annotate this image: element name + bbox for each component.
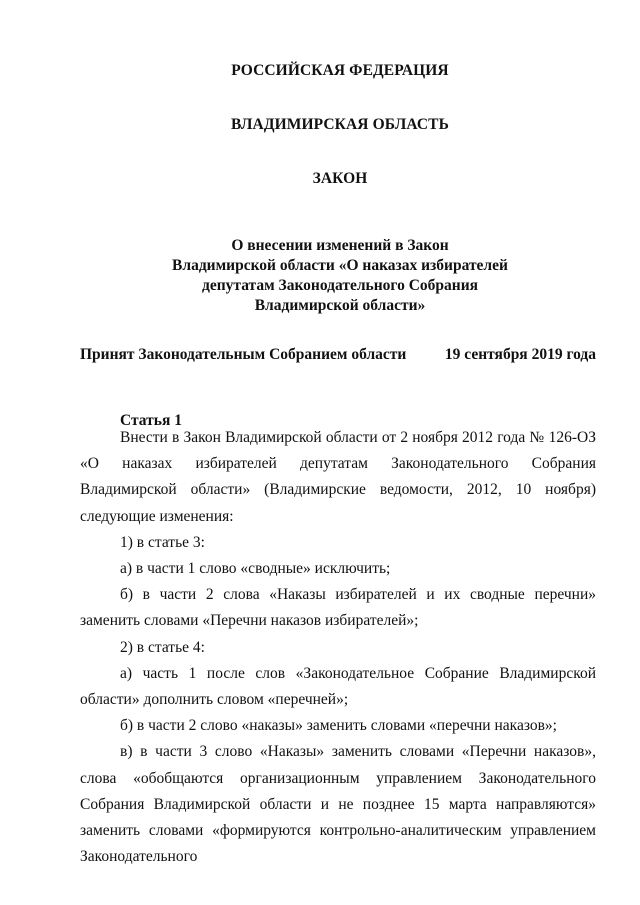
region-heading: ВЛАДИМИРСКАЯ ОБЛАСТЬ (231, 116, 449, 133)
article-paragraph: 2) в статье 4: (120, 638, 205, 656)
article-body (80, 425, 596, 870)
article-heading: Статья 1 (120, 412, 182, 429)
law-title-line: Владимирской области» (254, 297, 426, 314)
article-paragraph: в) в части 3 слово «Наказы» заменить словами «Перечни наказов», слова «обобщаются организационным управлением Законодательного Собрания Владимирской области и не позднее 15 марта направляются» заменить словами «формируются контрольно-аналитическим управлением Законодательного (80, 743, 596, 866)
law-title-line: О внесении изменений в Закон (231, 237, 449, 254)
document-type-heading: ЗАКОН (312, 170, 368, 187)
article-paragraph: 1) в статье 3: (120, 533, 205, 551)
country-heading: РОССИЙСКАЯ ФЕДЕРАЦИЯ (231, 62, 449, 79)
law-title (0, 236, 640, 316)
article-paragraph: а) часть 1 после слов «Законодательное Собрание Владимирской области» дополнить словом «перечней»; (80, 664, 596, 709)
law-title-line: депутатам Законодательного Собрания (201, 277, 479, 294)
article-paragraph: а) в части 1 слово «сводные» исключить; (120, 560, 391, 578)
adoption-line (80, 346, 596, 364)
article-paragraph: б) в части 2 слова «Наказы избирателей и их сводные перечни» заменить словами «Перечни наказов избирателей»; (80, 586, 596, 630)
law-title-line: Владимирской области «О наказах избирателей (172, 257, 508, 274)
article-paragraph: б) в части 2 слово «наказы» заменить словами «перечни наказов»; (120, 717, 557, 735)
adoption-label: Принят Законодательным Собранием области (80, 346, 407, 363)
article-paragraph: Внести в Закон Владимирской области от 2 ноября 2012 года № 126-ОЗ «О наказах избирателей депутатам Законодательного Собрания Владимирской области» (Владимирские ведомости, 2012, 10 ноября) следующие изменения: (80, 429, 596, 525)
adoption-date: 19 сентября 2019 года (444, 346, 596, 363)
